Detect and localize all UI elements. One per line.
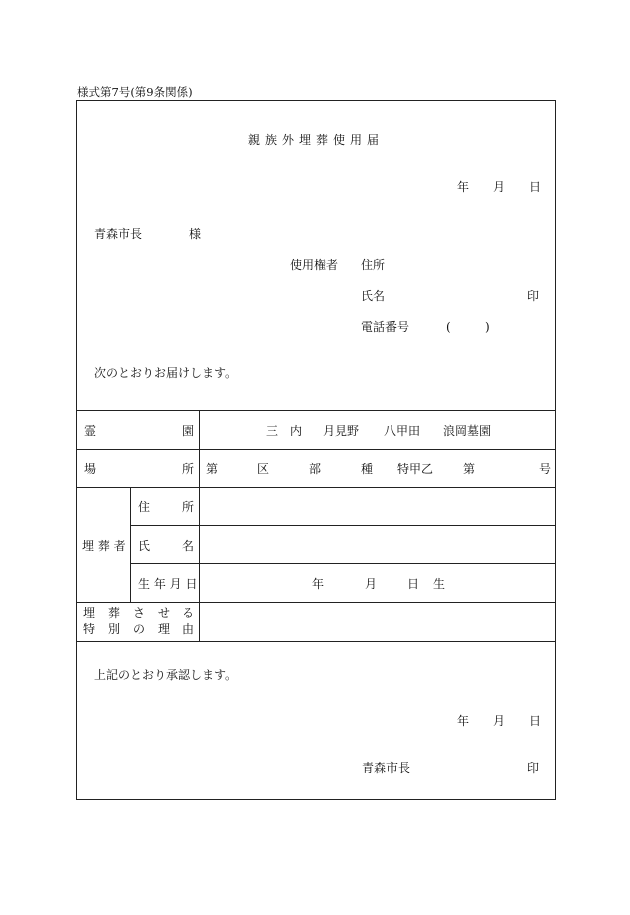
buried-label: 埋 葬 者 [82,539,126,553]
reason-char: 特 [83,622,96,636]
birth-part: 日 [407,577,420,591]
location-part: 部 [309,462,322,476]
row-divider [130,525,555,526]
approval-date-year: 年 [457,714,470,728]
reason-char: の [133,622,146,636]
phone-paren-open: ( [446,320,451,334]
approval-seal: 印 [527,761,540,775]
reason-char: せ [158,606,171,620]
date-day: 日 [529,180,542,194]
reason-char: る [182,606,195,620]
approval-date-month: 月 [493,714,506,728]
column-divider [130,487,131,602]
buried-name-label-a: 氏 [138,539,151,553]
reason-char: 別 [108,622,121,636]
reason-char: 由 [182,622,195,636]
applicant-address-label: 住所 [361,258,386,272]
location-part: 第 [463,462,476,476]
form-title: 親族外埋葬使用届 [247,133,384,147]
applicant-phone-label: 電話番号 [361,320,410,334]
row-divider [130,563,555,564]
row-divider [77,487,555,488]
date-year: 年 [457,180,470,194]
cemetery-label-a: 霊 [84,424,97,438]
row-divider [77,602,555,603]
row-divider [77,410,555,411]
location-label-a: 場 [84,462,97,476]
applicant-name-label: 氏名 [361,289,386,303]
location-label-b: 所 [182,462,195,476]
applicant-label: 使用権者 [290,258,339,272]
cemetery-label-b: 園 [182,424,195,438]
date-month: 月 [493,180,506,194]
birth-part: 生 [433,577,446,591]
buried-name-label-b: 名 [182,539,195,553]
location-part: 特甲乙 [397,462,434,476]
form-frame [76,100,556,800]
buried-address-label-b: 所 [182,500,195,514]
request-text: 次のとおりお届けします。 [94,366,238,380]
row-divider [77,449,555,450]
cemetery-option[interactable]: 月見野 [323,424,360,438]
form-number: 様式第7号(第9条関係) [77,85,193,99]
reason-char: 埋 [83,606,96,620]
approval-text: 上記のとおり承認します。 [94,668,238,682]
location-part: 号 [539,462,552,476]
location-part: 種 [361,462,374,476]
cemetery-option[interactable]: 八甲田 [384,424,421,438]
approval-date-day: 日 [529,714,542,728]
cemetery-option[interactable]: 浪岡墓園 [443,424,492,438]
addressee-name: 青森市長 [94,227,143,241]
reason-char: 理 [158,622,171,636]
approval-signer: 青森市長 [362,761,411,775]
buried-address-label-a: 住 [138,500,151,514]
location-part: 第 [206,462,219,476]
birth-part: 月 [365,577,378,591]
cemetery-option[interactable]: 三 内 [266,424,303,438]
location-part: 区 [257,462,270,476]
reason-char: 葬 [108,606,121,620]
birth-part: 年 [312,577,325,591]
phone-paren-close: ) [485,320,490,334]
applicant-seal: 印 [527,289,540,303]
row-divider [77,641,555,642]
addressee-honorific: 様 [189,227,202,241]
column-divider [199,410,200,641]
buried-birth-label: 生 年 月 日 [138,577,198,591]
reason-char: さ [133,606,146,620]
